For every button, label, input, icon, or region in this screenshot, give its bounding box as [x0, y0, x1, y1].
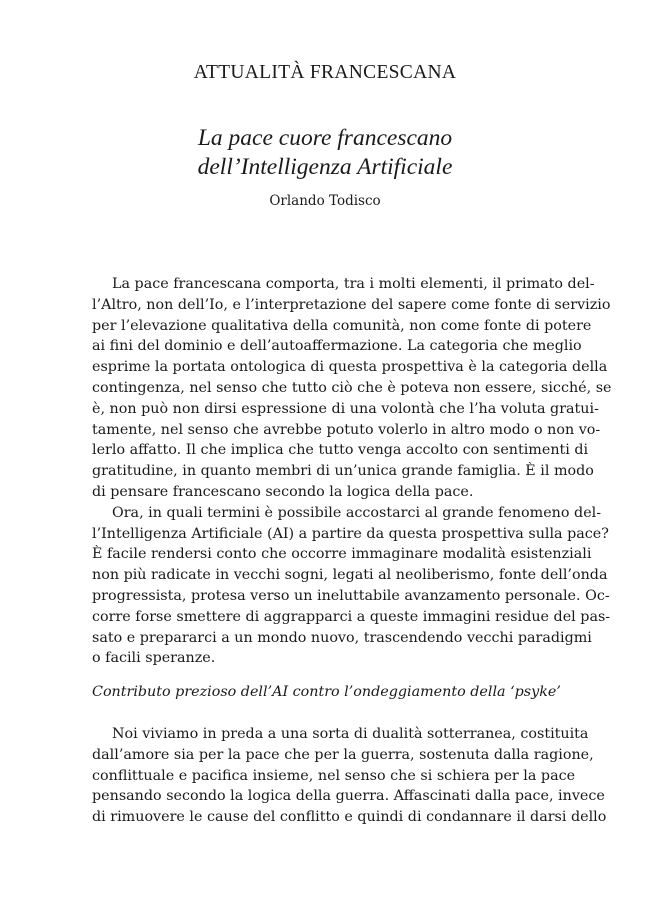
text-line: di rimuovere le cause del conflitto e quindi di condannare il darsi dello: [92, 809, 607, 826]
author-name: Orlando Todisco: [269, 193, 381, 209]
text-line: contingenza, nel senso che tutto ciò che è poteva non essere, sicché, se: [92, 379, 612, 396]
text-line: l’Intelligenza Artificiale (AI) a partire da questa prospettiva sulla pace?: [92, 525, 609, 542]
text-line: non più radicate in vecchi sogni, legati al neoliberismo, fonte dell’onda: [92, 567, 608, 584]
article-title: [0, 124, 650, 182]
section-heading: Contributo prezioso dell’AI contro l’ondeggiamento della ‘psyke’: [92, 684, 561, 700]
text-line: è, non può non dirsi espressione di una volontà che l’ha voluta gratui-: [92, 400, 599, 417]
text-line: ai fini del dominio e dell’autoaffermazione. La categoria che meglio: [92, 338, 582, 355]
paragraph: [92, 274, 612, 503]
text-line: per l’elevazione qualitativa della comunità, non come fonte di potere: [92, 317, 592, 334]
text-line: l’Altro, non dell’Io, e l’interpretazione del sapere come fonte di servizio: [92, 296, 611, 313]
paragraph: [92, 503, 611, 669]
text-line: progressista, protesa verso un ineluttabile avanzamento personale. Oc-: [92, 587, 610, 604]
text-line: dall’amore sia per la pace che per la guerra, sostenuta dalla ragione,: [92, 746, 594, 763]
text-line: Ora, in quali termini è possibile accostarci al grande fenomeno del-: [112, 504, 602, 521]
text-line: Noi viviamo in preda a una sorta di dualità sotterranea, costituita: [112, 726, 589, 742]
text-line: La pace francescana comporta, tra i molti elementi, il primato del-: [112, 276, 595, 292]
text-line: lerlo affatto. Il che implica che tutto venga accolto con sentimenti di: [92, 442, 589, 459]
title-line: dell’Intelligenza Artificiale: [197, 154, 453, 180]
text-line: È facile rendersi conto che occorre immaginare modalità esistenziali: [92, 546, 592, 563]
text-line: conflittuale e pacifica insieme, nel senso che si schiera per la pace: [92, 767, 576, 784]
text-line: sato e prepararci a un mondo nuovo, trascendendo vecchi paradigmi: [92, 629, 592, 646]
text-line: esprime la portata ontologica di questa prospettiva è la categoria della: [92, 359, 608, 376]
text-line: tamente, nel senso che avrebbe potuto volerlo in altro modo o non vo-: [92, 421, 601, 438]
text-line: pensando secondo la logica della guerra. Affascinati dalla pace, invece: [92, 788, 605, 805]
text-line: corre forse smettere di aggrapparci a queste immagini residue del pas-: [92, 608, 611, 625]
title-line: La pace cuore francescano: [197, 125, 453, 151]
paragraph: [92, 724, 607, 828]
text-line: o facili speranze.: [92, 650, 216, 667]
running-head: ATTUALITÀ FRANCESCANA: [193, 62, 457, 83]
text-line: gratitudine, in quanto membri di un’unica grande famiglia. È il modo: [92, 463, 594, 480]
text-line: di pensare francescano secondo la logica della pace.: [92, 483, 474, 500]
